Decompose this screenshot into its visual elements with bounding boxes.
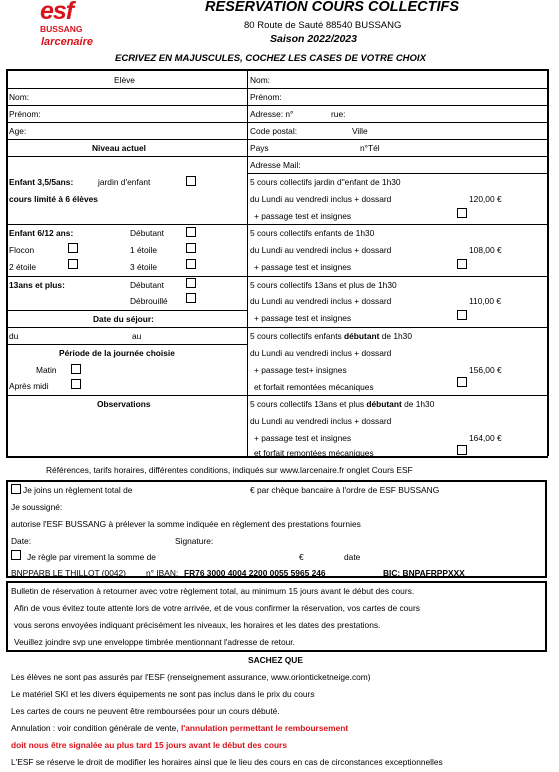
- date-sejour-header: Date du séjour:: [93, 314, 154, 324]
- bic-value: BIC: BNPAFRPPXXX: [383, 568, 465, 578]
- matin-label: Matin: [36, 365, 57, 375]
- etoile1-label: 1 étoile: [130, 245, 158, 255]
- limite-label: cours limité à 6 élèves: [9, 194, 98, 204]
- flocon-checkbox[interactable]: [68, 243, 78, 253]
- signature-label[interactable]: Signature:: [175, 536, 214, 546]
- offer-line: + passage test et insignes: [254, 211, 352, 221]
- debutant13-label: Débutant: [130, 280, 164, 290]
- bulletin-line: Bulletin de réservation à retourner avec votre règlement total, au minimum 15 jours avant le début des cours.: [11, 586, 415, 596]
- logo-text: esf: [40, 0, 74, 25]
- instruction: ECRIVEZ EN MAJUSCULES, COCHEZ LES CASES DE VOTRE CHOIX: [115, 53, 426, 64]
- offer-line: + passage test+ insignes: [254, 365, 347, 375]
- offer-line: du Lundi au vendredi inclus + dossard: [250, 194, 392, 204]
- offer-line: 5 cours collectifs jardin d"enfant de 1h30: [250, 177, 401, 187]
- joins-label: Je joins un règlement total de: [23, 485, 133, 495]
- flocon-label: Flocon: [9, 245, 35, 255]
- date2-label[interactable]: date: [344, 552, 361, 562]
- autorise-label: autorise l'ESF BUSSANG à prélever la somme indiquée en règlement des prestations fournies: [11, 519, 361, 529]
- brand-name: larcenaire: [41, 36, 93, 48]
- offer-line: 5 cours collectifs 13ans et plus débutant de 1h30: [250, 399, 435, 409]
- offer-price: 120,00 €: [469, 194, 502, 204]
- jardin-checkbox[interactable]: [186, 176, 196, 186]
- offer-line: 5 cours collectifs enfants de 1h30: [250, 228, 375, 238]
- etoile2-label: 2 étoile: [9, 262, 37, 272]
- resp-nom-label[interactable]: Nom:: [250, 75, 271, 85]
- offer-price: 110,00 €: [469, 296, 501, 306]
- offer-line: + passage test et insignes: [254, 262, 352, 272]
- virement-checkbox[interactable]: [11, 550, 21, 560]
- euro-sign: €: [299, 552, 304, 562]
- bulletin-line: Afin de vous évitez toute attente lors de votre arrivée, et de vous confirmer la réservation, vos cartes de cours: [14, 603, 420, 613]
- etoile3-checkbox[interactable]: [186, 259, 196, 269]
- offer-line: et forfait remontées mécaniques: [254, 382, 374, 392]
- cheque-label: € par chèque bancaire à l'ordre de ESF BUSSANG: [250, 485, 440, 495]
- sachez-line: Annulation : voir condition générale de vente, l'annulation permettant le remboursement: [11, 723, 349, 733]
- pays-label[interactable]: Pays: [250, 143, 269, 153]
- rue-label[interactable]: rue:: [331, 109, 346, 119]
- debrouille-checkbox[interactable]: [186, 293, 196, 303]
- sachez-line-red: doit nous être signalée au plus tard 15 jours avant le début des cours: [11, 740, 287, 750]
- debrouille-label: Débrouillé: [130, 296, 168, 306]
- iban-label: n° IBAN:: [146, 568, 179, 578]
- ville-label[interactable]: Ville: [352, 126, 368, 136]
- periode-header: Période de la journée choisie: [59, 348, 175, 358]
- offer-checkbox[interactable]: [457, 310, 467, 320]
- iban-value: FR76 3000 4004 2200 0055 5965 246: [184, 568, 326, 578]
- etoile3-label: 3 étoile: [130, 262, 158, 272]
- code-postal-label[interactable]: Code postal:: [250, 126, 298, 136]
- debutant-label: Débutant: [130, 228, 164, 238]
- offer-line: du Lundi au vendredi inclus + dossard: [250, 348, 392, 358]
- bank-name: BNPPARB LE THILLOT (0042): [11, 568, 126, 578]
- sachez-line: Les cartes de cours ne peuvent être remboursées pour un cours débuté.: [11, 706, 280, 716]
- jardin-label: jardin d'enfant: [98, 177, 151, 187]
- enfant-35-label: Enfant 3,5/5ans:: [9, 177, 74, 187]
- sachez-title: SACHEZ QUE: [248, 655, 303, 665]
- eleve-age-label[interactable]: Age:: [9, 126, 27, 136]
- sachez-line: Les élèves ne sont pas assurés par l'ESF (renseignement assurance, www.orionticketneige.com): [11, 672, 371, 682]
- sachez-line: Le matériel SKI et les divers équipements ne sont pas inclus dans le prix du cours: [11, 689, 315, 699]
- cheque-checkbox[interactable]: [11, 484, 21, 494]
- page-title: RESERVATION COURS COLLECTIFS: [205, 0, 460, 15]
- offer-line: et forfait remontées mécaniques: [254, 448, 374, 458]
- eleve-prenom-label[interactable]: Prénom:: [9, 109, 41, 119]
- references: Références, tarifs horaires, différentes conditions, indiqués sur www.larcenaire.fr onglet Cours ESF: [46, 465, 413, 475]
- logo-sub: BUSSANG: [40, 24, 83, 34]
- offer-line: + passage test et insignes: [254, 313, 352, 323]
- debutant-checkbox[interactable]: [186, 227, 196, 237]
- enfant-612-label: Enfant 6/12 ans:: [9, 228, 74, 238]
- apres-midi-checkbox[interactable]: [71, 379, 81, 389]
- adresse-label[interactable]: Adresse: n°: [250, 109, 294, 119]
- offer-line: 5 cours collectifs enfants débutant de 1h30: [250, 331, 412, 341]
- ans13-label: 13ans et plus:: [9, 280, 65, 290]
- niveau-header: Niveau actuel: [92, 143, 146, 153]
- au-label[interactable]: au: [132, 331, 142, 341]
- bulletin-line: vous serons envoyées indiquant précisément les niveaux, les horaires et les dates des prestations.: [14, 620, 381, 630]
- offer-checkbox[interactable]: [457, 208, 467, 218]
- sachez-line: L'ESF se réserve le droit de modifier les horaires ainsi que le lieu des cours en cas de circonstances exceptionnelles: [11, 757, 443, 767]
- address: 80 Route de Sauté 88540 BUSSANG: [244, 20, 402, 31]
- eleve-nom-label[interactable]: Nom:: [9, 92, 30, 102]
- observations-header: Observations: [97, 399, 151, 409]
- offer-price: 108,00 €: [469, 245, 502, 255]
- etoile1-checkbox[interactable]: [186, 243, 196, 253]
- virement-label: Je règle par virement la somme de: [27, 552, 156, 562]
- offer-checkbox[interactable]: [457, 445, 467, 455]
- matin-checkbox[interactable]: [71, 364, 81, 374]
- resp-prenom-label[interactable]: Prénom:: [250, 92, 282, 102]
- offer-line: du Lundi au vendredi inclus + dossard: [250, 296, 392, 306]
- apres-midi-label: Après midi: [9, 381, 49, 391]
- offer-line: du Lundi au vendredi inclus + dossard: [250, 245, 392, 255]
- season: Saison 2022/2023: [270, 33, 357, 45]
- offer-line: 5 cours collectifs 13ans et plus de 1h30: [250, 280, 397, 290]
- etoile2-checkbox[interactable]: [68, 259, 78, 269]
- offer-price: 164,00 €: [469, 433, 502, 443]
- du-label[interactable]: du: [9, 331, 19, 341]
- debutant13-checkbox[interactable]: [186, 278, 196, 288]
- date-label[interactable]: Date:: [11, 536, 32, 546]
- offer-price: 156,00 €: [469, 365, 502, 375]
- offer-line: + passage test et insignes: [254, 433, 352, 443]
- eleve-header: Elève: [114, 75, 135, 85]
- soussigne-label[interactable]: Je soussigné:: [11, 502, 63, 512]
- offer-checkbox[interactable]: [457, 377, 467, 387]
- mail-label[interactable]: Adresse Mail:: [250, 160, 301, 170]
- tel-label[interactable]: n°Tél: [360, 143, 380, 153]
- offer-line: du Lundi au vendredi inclus + dossard: [250, 416, 392, 426]
- bulletin-line: Veuillez joindre svp une enveloppe timbrée mentionnant l'adresse de retour.: [14, 637, 295, 647]
- offer-checkbox[interactable]: [457, 259, 467, 269]
